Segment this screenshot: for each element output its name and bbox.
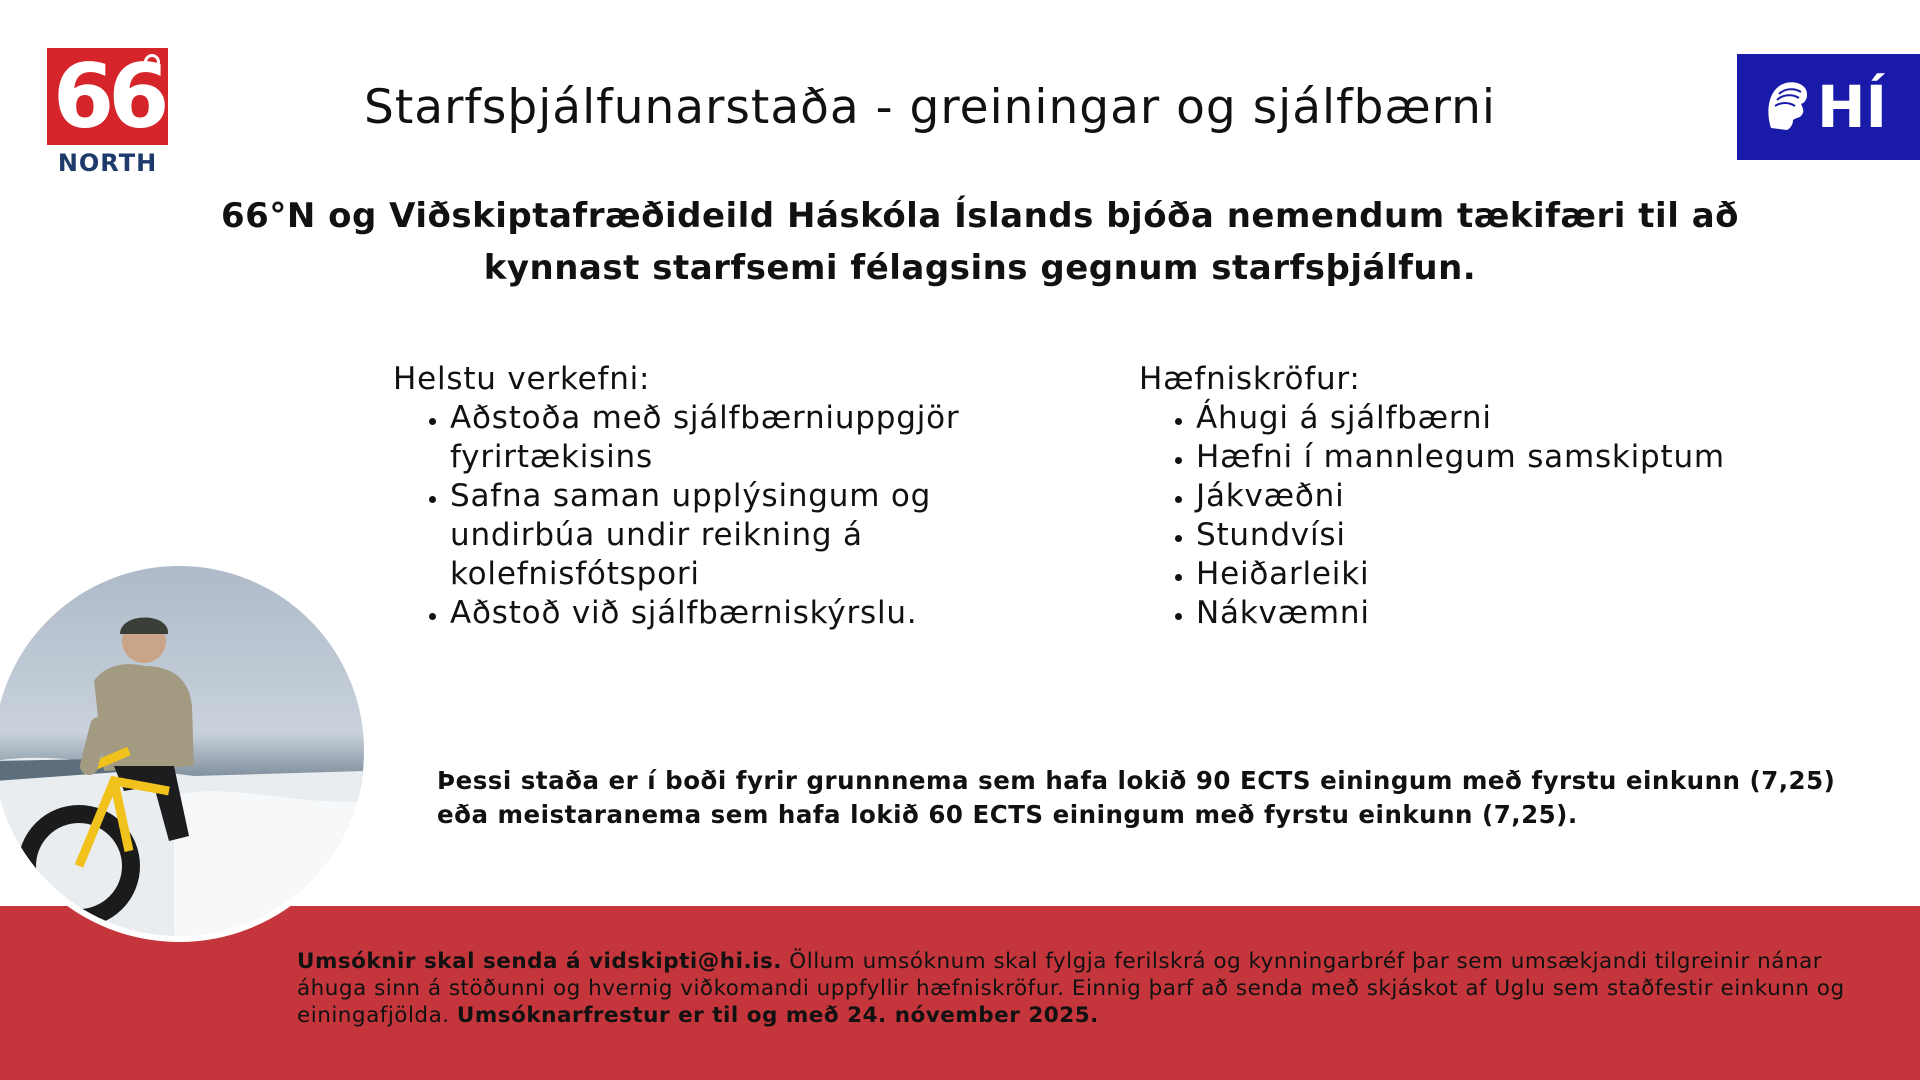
tasks-heading: Helstu verkefni: xyxy=(393,361,651,397)
hi-logo-text: HÍ xyxy=(1817,73,1888,141)
requirements-heading: Hæfniskröfur: xyxy=(1139,361,1361,397)
list-item: • Jákvæðni xyxy=(1196,477,1739,516)
list-item: • Stundvísi xyxy=(1196,516,1739,555)
list-item: • Áhugi á sjálfbærni xyxy=(1196,399,1739,438)
degree-icon xyxy=(144,54,160,70)
list-item: • Aðstoða með sjálfbærniuppgjör fyrirtækisins xyxy=(450,399,993,477)
cyclist-photo xyxy=(0,560,370,942)
list-item: • Heiðarleiki xyxy=(1196,555,1739,594)
page-title: Starfsþjálfunarstaða - greiningar og sjálfbærni xyxy=(364,80,1496,135)
footer-text xyxy=(297,948,1857,1029)
page-subtitle: 66°N og Viðskiptafræðideild Háskóla Íslands bjóða nemendum tækifæri til að kynnast starfsemi félagsins gegnum starfsþjálfun. xyxy=(221,196,1739,288)
tasks-section xyxy=(393,360,993,633)
list-item: • Safna saman upplýsingum og undirbúa undir reikning á kolefnisfótspori xyxy=(450,477,993,594)
list-item: • Hæfni í mannlegum samskiptum xyxy=(1196,438,1739,477)
66north-logo-wordmark: NORTH xyxy=(57,149,158,177)
list-item: • Aðstoð við sjálfbærniskýrslu. xyxy=(450,594,993,633)
cyclist-illustration xyxy=(0,566,364,936)
requirements-list xyxy=(1139,399,1739,633)
footer-deadline: Umsóknarfrestur er til og með 24. nóvember 2025. xyxy=(456,1003,1099,1028)
footer-lead: Umsóknir skal senda á vidskipti@hi.is. xyxy=(297,949,782,974)
eligibility-note: Þessi staða er í boði fyrir grunnnema sem hafa lokið 90 ECTS einingum með fyrstu einkunn (7,25) eða meistaranema sem hafa lokið 60 ECTS einingum með fyrstu einkunn (7,25). xyxy=(437,766,1836,829)
list-item: • Nákvæmni xyxy=(1196,594,1739,633)
66north-logo-number: 66 xyxy=(53,48,164,145)
tasks-list xyxy=(393,399,993,633)
footer-body: Öllum umsóknum skal fylgja ferilskrá og kynningarbréf þar sem umsækjandi tilgreinir nánar áhuga sinn á stöðunni og hvernig viðkomandi uppfyllir hæfniskröfur. Einnig þarf að senda með skjáskot af Uglu sem staðfestir einkunn og einingafjölda. xyxy=(297,949,1845,1028)
requirements-section xyxy=(1139,360,1739,633)
